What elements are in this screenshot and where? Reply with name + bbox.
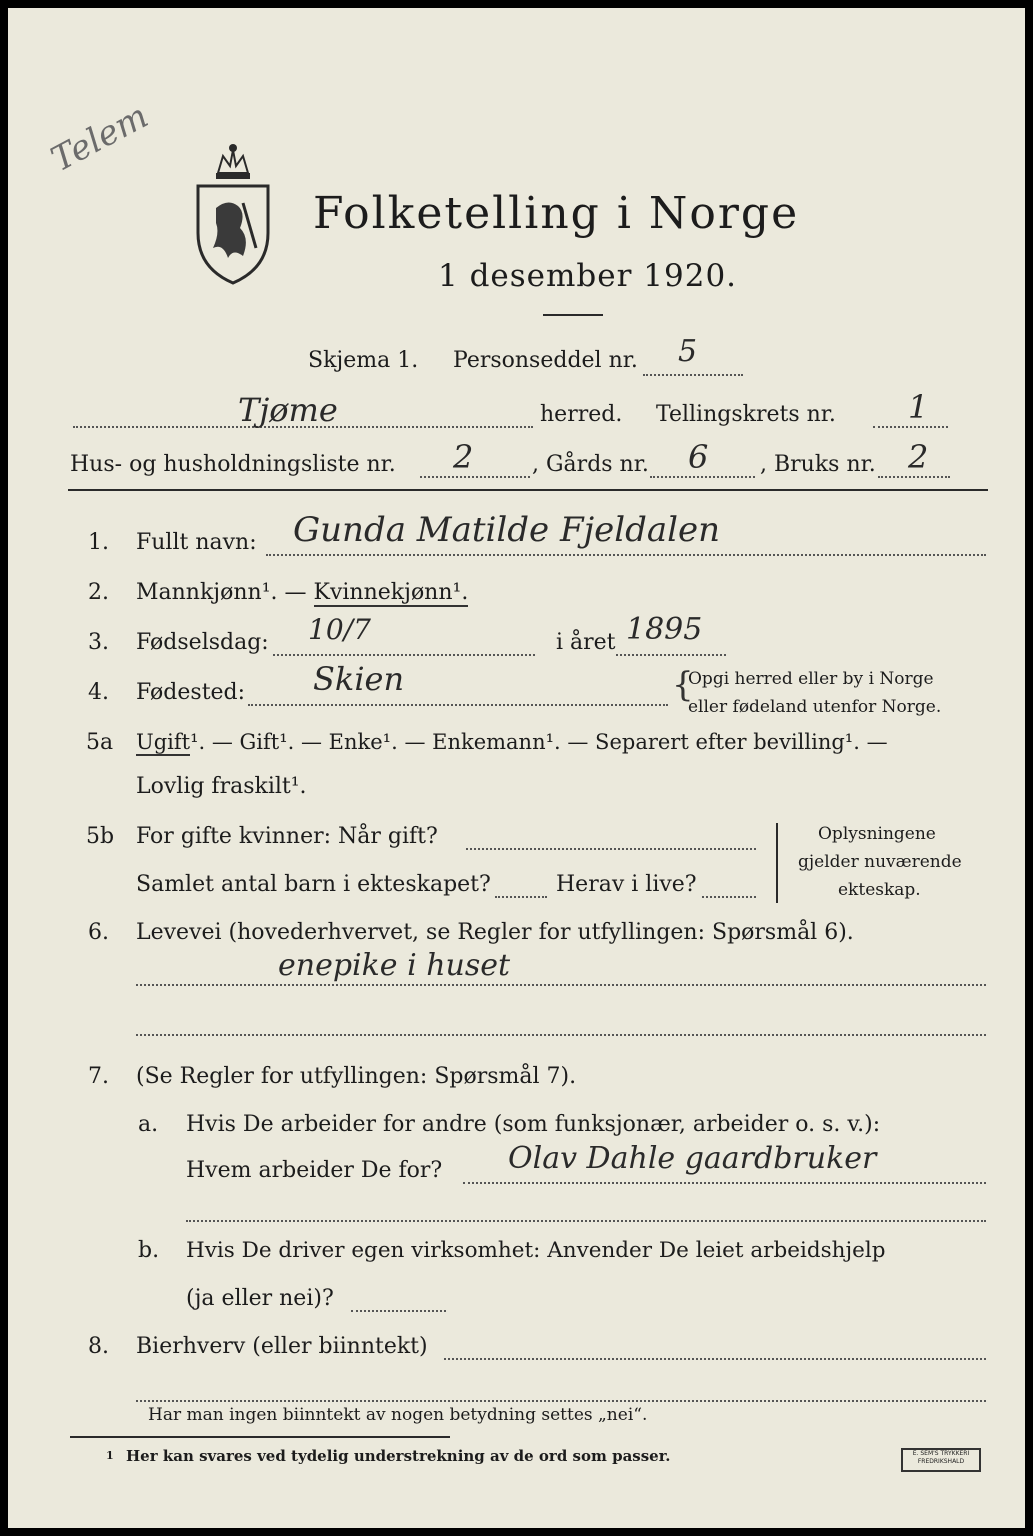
q5a-number: 5a (86, 730, 114, 755)
bruks-label: , Bruks nr. (760, 452, 876, 477)
skjema-label: Skjema 1. (308, 348, 419, 373)
q3-number: 3. (88, 630, 109, 655)
q5a-line2: Lovlig fraskilt¹. (136, 774, 307, 799)
q5b-line1: For gifte kvinner: Når gift? (136, 824, 438, 849)
q3-value: 10/7 (308, 613, 371, 646)
gards-value: 6 (688, 438, 709, 476)
coat-of-arms-icon (188, 138, 278, 288)
q4-label: Fødested: (136, 680, 246, 705)
census-form (8, 8, 1025, 1528)
hus-value: 2 (453, 438, 474, 476)
personseddel-value: 5 (678, 334, 698, 369)
q5b-line2b: Herav i live? (556, 872, 697, 897)
q4-brace: { (672, 665, 694, 705)
q5b-note-line2: gjelder nuværende (798, 852, 962, 872)
q2-male: Mannkjønn¹. (136, 580, 278, 605)
hus-label: Hus- og husholdningsliste nr. (70, 452, 396, 477)
q7a-letter: a. (138, 1112, 159, 1137)
q5a-ugift: Ugift (136, 730, 191, 754)
q7-label: (Se Regler for utfyllingen: Spørsmål 7). (136, 1064, 577, 1089)
form-date: 1 desember 1920. (438, 258, 738, 294)
q5b-brace (776, 823, 778, 903)
q7a-line1: Hvis De arbeider for andre (som funksjonær, arbeider o. s. v.): (186, 1112, 881, 1137)
q5b-note-line3: ekteskap. (838, 880, 921, 900)
tellingskrets-label: Tellingskrets nr. (656, 402, 836, 427)
q3-label: Fødselsdag: (136, 630, 269, 655)
q2-number: 2. (88, 580, 109, 605)
form-title: Folketelling i Norge (313, 188, 800, 239)
q5b-line2a: Samlet antal barn i ekteskapet? (136, 872, 491, 897)
q7b-line2: (ja eller nei)? (186, 1286, 334, 1311)
q5a-options: ¹. — Gift¹. — Enke¹. — Enkemann¹. — Separert efter bevilling¹. — (190, 730, 888, 754)
q6-label: Levevei (hovederhvervet, se Regler for utfyllingen: Spørsmål 6). (136, 920, 854, 945)
personseddel-label: Personseddel nr. (453, 348, 638, 373)
printer-stamp: E. SEM'S TRYKKERI FREDRIKSHALD (901, 1448, 981, 1472)
q8-number: 8. (88, 1334, 109, 1359)
q4-number: 4. (88, 680, 109, 705)
herred-value: Tjøme (238, 391, 338, 429)
title-divider (543, 314, 603, 316)
herred-label: herred. (540, 402, 623, 427)
q6-number: 6. (88, 920, 109, 945)
q1-value: Gunda Matilde Fjeldalen (293, 510, 721, 550)
footnote-mark: 1 (106, 1449, 114, 1462)
bruks-value: 2 (908, 438, 929, 476)
q2-female: Kvinnekjønn¹. (313, 580, 469, 605)
gards-label: , Gårds nr. (532, 452, 649, 477)
q7a-line2: Hvem arbeider De for? (186, 1158, 443, 1183)
q8-label: Bierhverv (eller biinntekt) (136, 1334, 428, 1359)
footnote: Her kan svares ved tydelig understrekning av de ord som passer. (126, 1447, 671, 1465)
margin-note: Telem (44, 96, 155, 180)
q5b-note-line1: Oplysningene (818, 824, 936, 844)
q3-year-value: 1895 (626, 612, 703, 647)
nei-note: Har man ingen biinntekt av nogen betydning settes „nei“. (148, 1405, 648, 1425)
q7b-line1: Hvis De driver egen virksomhet: Anvender De leiet arbeidshjelp (186, 1238, 886, 1263)
q5b-number: 5b (86, 824, 115, 849)
q4-note-line1: Opgi herred eller by i Norge (688, 669, 934, 689)
q3-year-label: i året (556, 630, 616, 655)
q4-note-line2: eller fødeland utenfor Norge. (688, 697, 942, 717)
q7a-value: Olav Dahle gaardbruker (508, 1141, 877, 1176)
q7-number: 7. (88, 1064, 109, 1089)
q4-value: Skien (313, 660, 405, 698)
q7b-letter: b. (138, 1238, 160, 1263)
tellingskrets-value: 1 (908, 388, 929, 426)
q1-number: 1. (88, 530, 109, 555)
footnote-divider (70, 1436, 450, 1438)
q2-separator: — (277, 580, 314, 605)
q6-value: enepike i huset (278, 948, 511, 983)
header-divider (68, 489, 988, 491)
q1-label: Fullt navn: (136, 530, 257, 555)
